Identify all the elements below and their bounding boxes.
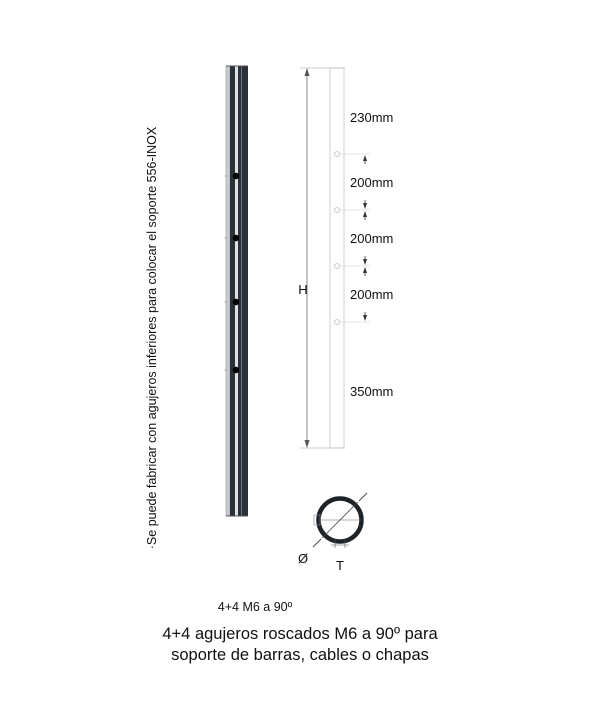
hole-mark-3 (335, 264, 340, 269)
segment-labels (350, 110, 393, 399)
hole-4 (233, 367, 239, 373)
hole-1 (233, 173, 239, 179)
tube-side-view (224, 66, 248, 516)
tube-shade (241, 66, 242, 516)
tube-body (230, 66, 248, 516)
tube-highlight (235, 66, 238, 516)
thickness-label: T (336, 558, 344, 573)
caption-main-line-2: soporte de barras, cables o chapas (171, 646, 429, 664)
segment-label-2: 200mm (350, 175, 394, 190)
segment-label-1: 230mm (350, 110, 394, 125)
segment-label-3: 200mm (350, 231, 394, 246)
diameter-label: Ø (298, 551, 309, 566)
cross-section (298, 493, 367, 573)
hole-3 (233, 299, 239, 305)
caption-small: 4+4 M6 a 90º (217, 600, 293, 614)
hole-mark-4 (335, 320, 340, 325)
hole-mark-2 (335, 208, 340, 213)
segment-label-4: 200mm (350, 287, 394, 302)
height-dimension (298, 68, 345, 448)
caption-main-line-1: 4+4 agujeros roscados M6 a 90º para (162, 625, 438, 643)
side-note: ·Se puede fabricar con agujeros inferiores para colocar el soporte 556-INOX (145, 126, 159, 550)
height-label: H (298, 282, 308, 297)
hole-2 (233, 235, 239, 241)
tube-edge-left (226, 66, 230, 516)
segment-label-5: 350mm (350, 384, 394, 399)
hole-mark-1 (335, 152, 340, 157)
caption-main (0, 624, 600, 666)
